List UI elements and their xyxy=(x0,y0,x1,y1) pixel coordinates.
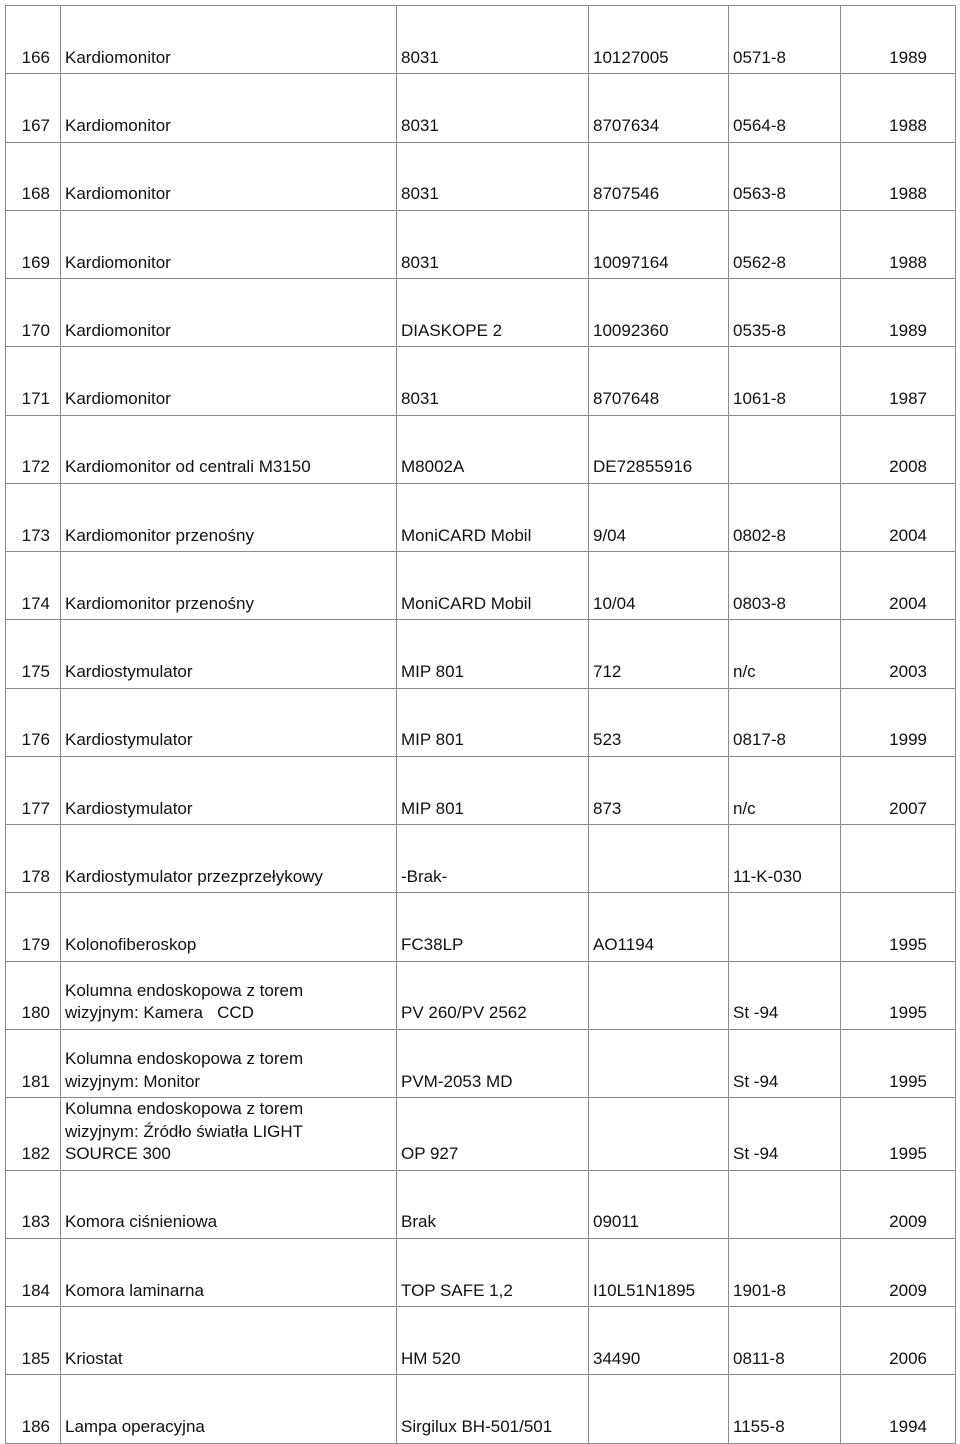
table-row xyxy=(6,6,956,74)
cell-serial-number: 8707634 xyxy=(589,74,729,142)
cell-device-name: Kolumna endoskopowa z torem wizyjnym: Źródło światła LIGHT SOURCE 300 xyxy=(61,1098,397,1171)
cell-device-name: Kardiomonitor xyxy=(61,6,397,74)
cell-inventory-number: 1901-8 xyxy=(729,1238,841,1306)
cell-device-name: Kardiomonitor przenośny xyxy=(61,483,397,551)
cell-device-name: Kardiomonitor xyxy=(61,347,397,415)
cell-serial-number: 10127005 xyxy=(589,6,729,74)
cell-year xyxy=(841,825,956,893)
table-row xyxy=(6,961,956,1029)
cell-number: 185 xyxy=(6,1307,61,1375)
cell-serial-number xyxy=(589,1029,729,1097)
cell-number: 174 xyxy=(6,552,61,620)
cell-model: MIP 801 xyxy=(397,620,589,688)
cell-year: 1999 xyxy=(841,688,956,756)
cell-year: 1995 xyxy=(841,1029,956,1097)
cell-number: 167 xyxy=(6,74,61,142)
table-row xyxy=(6,347,956,415)
cell-serial-number xyxy=(589,1098,729,1171)
cell-serial-number: 9/04 xyxy=(589,483,729,551)
cell-device-name: Kolumna endoskopowa z torem wizyjnym: Monitor xyxy=(61,1029,397,1097)
cell-year: 2004 xyxy=(841,552,956,620)
cell-inventory-number: St -94 xyxy=(729,1029,841,1097)
cell-inventory-number: n/c xyxy=(729,756,841,824)
table-row xyxy=(6,552,956,620)
cell-model: PV 260/PV 2562 xyxy=(397,961,589,1029)
cell-model: MoniCARD Mobil xyxy=(397,483,589,551)
cell-serial-number: 8707546 xyxy=(589,142,729,210)
table-row xyxy=(6,688,956,756)
cell-model: M8002A xyxy=(397,415,589,483)
cell-inventory-number: 0817-8 xyxy=(729,688,841,756)
cell-number: 171 xyxy=(6,347,61,415)
cell-year: 1989 xyxy=(841,6,956,74)
cell-serial-number: 8707648 xyxy=(589,347,729,415)
table-row xyxy=(6,825,956,893)
cell-number: 180 xyxy=(6,961,61,1029)
cell-model: PVM-2053 MD xyxy=(397,1029,589,1097)
table-row xyxy=(6,1170,956,1238)
cell-inventory-number: 0571-8 xyxy=(729,6,841,74)
cell-inventory-number: 1061-8 xyxy=(729,347,841,415)
table-row xyxy=(6,74,956,142)
table-row xyxy=(6,1098,956,1171)
cell-serial-number xyxy=(589,961,729,1029)
cell-year: 2009 xyxy=(841,1238,956,1306)
cell-serial-number xyxy=(589,1375,729,1443)
cell-year: 1995 xyxy=(841,1098,956,1171)
cell-model: 8031 xyxy=(397,210,589,278)
cell-number: 168 xyxy=(6,142,61,210)
table-row xyxy=(6,142,956,210)
cell-device-name: Kardiomonitor xyxy=(61,210,397,278)
cell-number: 177 xyxy=(6,756,61,824)
table-row xyxy=(6,1307,956,1375)
cell-number: 181 xyxy=(6,1029,61,1097)
cell-device-name: Kardiomonitor xyxy=(61,74,397,142)
cell-serial-number: 873 xyxy=(589,756,729,824)
cell-model: 8031 xyxy=(397,142,589,210)
cell-model: -Brak- xyxy=(397,825,589,893)
cell-device-name: Lampa operacyjna xyxy=(61,1375,397,1443)
cell-number: 173 xyxy=(6,483,61,551)
cell-device-name: Kardiostymulator xyxy=(61,620,397,688)
cell-device-name: Kardiomonitor xyxy=(61,279,397,347)
cell-number: 178 xyxy=(6,825,61,893)
cell-device-name: Kolumna endoskopowa z torem wizyjnym: Kamera CCD xyxy=(61,961,397,1029)
cell-inventory-number: 0803-8 xyxy=(729,552,841,620)
cell-inventory-number: 0535-8 xyxy=(729,279,841,347)
cell-inventory-number xyxy=(729,1170,841,1238)
table-row xyxy=(6,756,956,824)
cell-serial-number xyxy=(589,825,729,893)
cell-serial-number: 10097164 xyxy=(589,210,729,278)
table-body xyxy=(6,6,956,1444)
cell-inventory-number: 1155-8 xyxy=(729,1375,841,1443)
cell-year: 2009 xyxy=(841,1170,956,1238)
table-row xyxy=(6,893,956,961)
cell-device-name: Kriostat xyxy=(61,1307,397,1375)
cell-number: 182 xyxy=(6,1098,61,1171)
cell-number: 175 xyxy=(6,620,61,688)
cell-year: 1988 xyxy=(841,74,956,142)
table-row xyxy=(6,210,956,278)
cell-number: 172 xyxy=(6,415,61,483)
table-row xyxy=(6,620,956,688)
cell-model: 8031 xyxy=(397,347,589,415)
cell-number: 166 xyxy=(6,6,61,74)
cell-model: Brak xyxy=(397,1170,589,1238)
cell-device-name: Kardiomonitor xyxy=(61,142,397,210)
table-row xyxy=(6,279,956,347)
table-row xyxy=(6,1029,956,1097)
cell-model: Sirgilux BH-501/501 xyxy=(397,1375,589,1443)
cell-year: 2003 xyxy=(841,620,956,688)
cell-year: 1988 xyxy=(841,210,956,278)
cell-model: FC38LP xyxy=(397,893,589,961)
cell-device-name: Kolonofiberoskop xyxy=(61,893,397,961)
cell-model: 8031 xyxy=(397,6,589,74)
cell-serial-number: 10/04 xyxy=(589,552,729,620)
cell-inventory-number: St -94 xyxy=(729,961,841,1029)
cell-serial-number: 712 xyxy=(589,620,729,688)
cell-device-name: Komora ciśnieniowa xyxy=(61,1170,397,1238)
cell-inventory-number: 0562-8 xyxy=(729,210,841,278)
cell-number: 176 xyxy=(6,688,61,756)
cell-inventory-number: 0802-8 xyxy=(729,483,841,551)
cell-year: 1994 xyxy=(841,1375,956,1443)
cell-serial-number: AO1194 xyxy=(589,893,729,961)
cell-year: 2008 xyxy=(841,415,956,483)
cell-inventory-number: St -94 xyxy=(729,1098,841,1171)
cell-device-name: Kardiostymulator xyxy=(61,688,397,756)
cell-year: 1989 xyxy=(841,279,956,347)
cell-device-name: Komora laminarna xyxy=(61,1238,397,1306)
cell-number: 186 xyxy=(6,1375,61,1443)
cell-year: 1987 xyxy=(841,347,956,415)
cell-serial-number: 10092360 xyxy=(589,279,729,347)
cell-inventory-number: 0811-8 xyxy=(729,1307,841,1375)
cell-serial-number: 523 xyxy=(589,688,729,756)
cell-serial-number: I10L51N1895 xyxy=(589,1238,729,1306)
cell-model: TOP SAFE 1,2 xyxy=(397,1238,589,1306)
cell-model: DIASKOPE 2 xyxy=(397,279,589,347)
cell-device-name: Kardiostymulator xyxy=(61,756,397,824)
cell-number: 169 xyxy=(6,210,61,278)
cell-inventory-number xyxy=(729,415,841,483)
table-row xyxy=(6,1375,956,1443)
cell-inventory-number xyxy=(729,893,841,961)
cell-model: 8031 xyxy=(397,74,589,142)
equipment-table xyxy=(5,5,956,1444)
cell-model: MIP 801 xyxy=(397,756,589,824)
cell-serial-number: DE72855916 xyxy=(589,415,729,483)
cell-serial-number: 09011 xyxy=(589,1170,729,1238)
cell-model: MIP 801 xyxy=(397,688,589,756)
cell-inventory-number: 0563-8 xyxy=(729,142,841,210)
cell-inventory-number: n/c xyxy=(729,620,841,688)
table-row xyxy=(6,1238,956,1306)
cell-number: 179 xyxy=(6,893,61,961)
table-row xyxy=(6,415,956,483)
cell-model: HM 520 xyxy=(397,1307,589,1375)
cell-number: 170 xyxy=(6,279,61,347)
cell-year: 2007 xyxy=(841,756,956,824)
cell-device-name: Kardiostymulator przezprzełykowy xyxy=(61,825,397,893)
cell-year: 2006 xyxy=(841,1307,956,1375)
cell-model: OP 927 xyxy=(397,1098,589,1171)
cell-inventory-number: 0564-8 xyxy=(729,74,841,142)
cell-inventory-number: 11-K-030 xyxy=(729,825,841,893)
cell-device-name: Kardiomonitor od centrali M3150 xyxy=(61,415,397,483)
cell-model: MoniCARD Mobil xyxy=(397,552,589,620)
cell-year: 1995 xyxy=(841,893,956,961)
cell-serial-number: 34490 xyxy=(589,1307,729,1375)
cell-year: 2004 xyxy=(841,483,956,551)
cell-year: 1988 xyxy=(841,142,956,210)
cell-year: 1995 xyxy=(841,961,956,1029)
cell-device-name: Kardiomonitor przenośny xyxy=(61,552,397,620)
cell-number: 184 xyxy=(6,1238,61,1306)
cell-number: 183 xyxy=(6,1170,61,1238)
table-row xyxy=(6,483,956,551)
